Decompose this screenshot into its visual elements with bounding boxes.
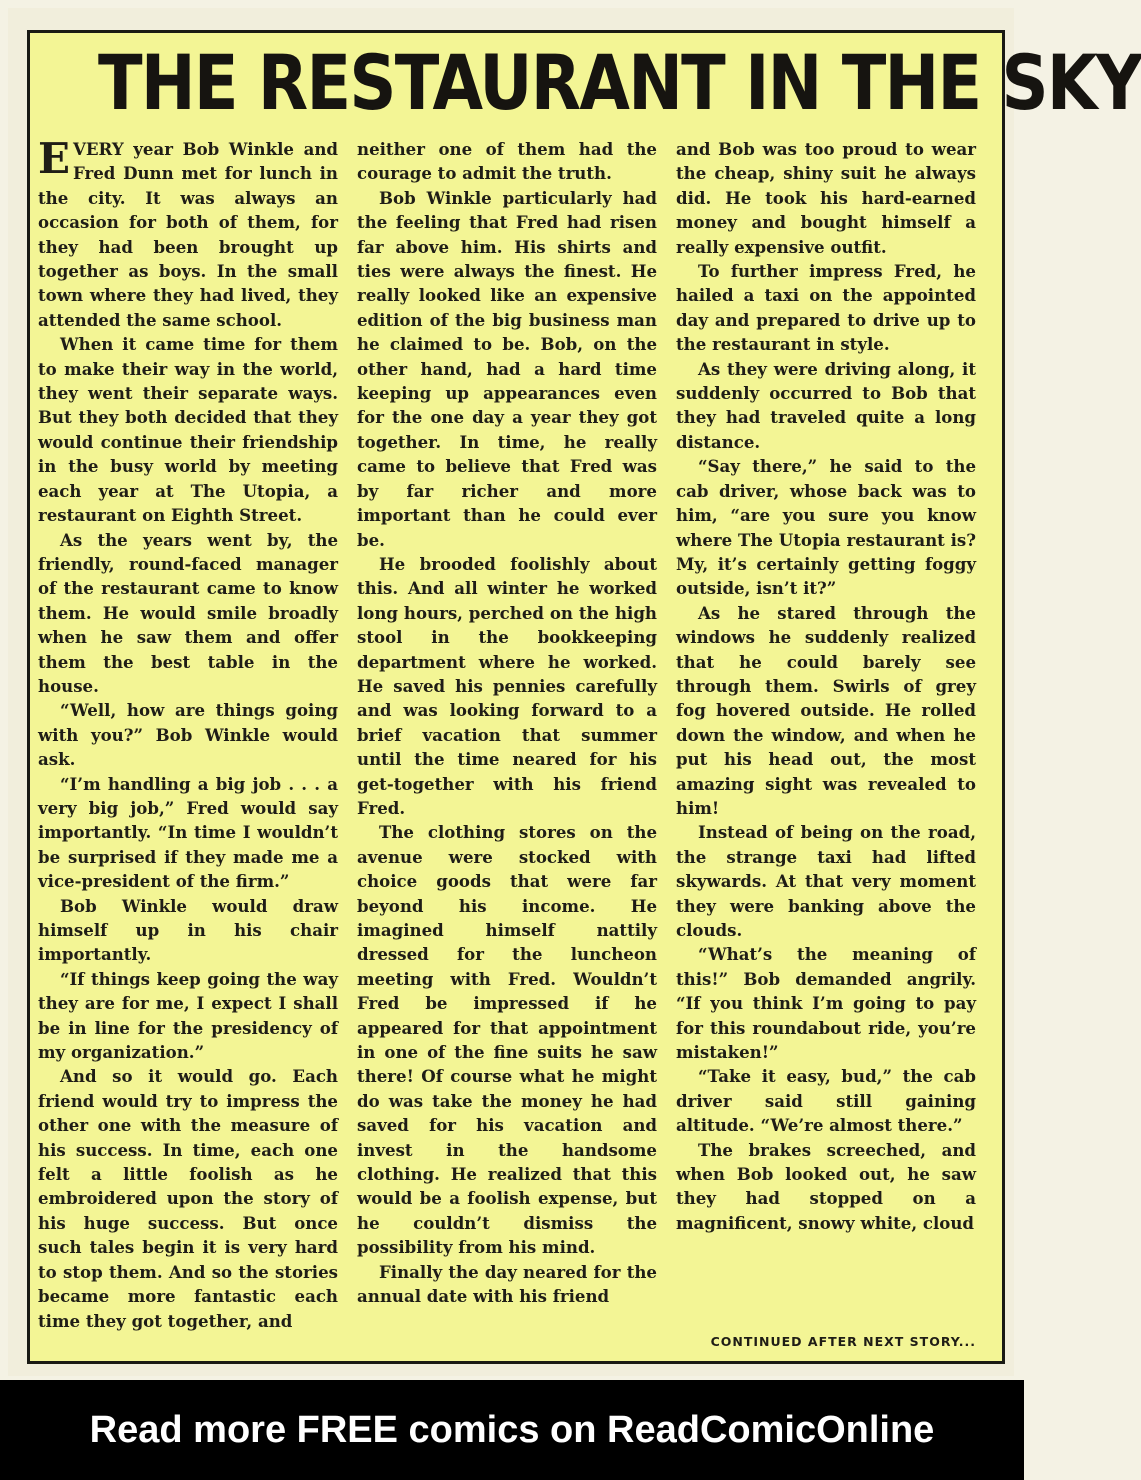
first-paragraph-text: VERY year Bob Winkle and Fred Dunn met for lunch in the city. It was always an occasion for both of them, for they had been brought up together as boys. In the small town where they had lived, they attended the same school. — [38, 139, 338, 330]
text-column-1 — [38, 134, 338, 1333]
story-paragraph: Bob Winkle would draw himself up in his chair importantly. — [38, 895, 338, 965]
continued-notice: CONTINUED AFTER NEXT STORY... — [710, 1334, 976, 1349]
text-column-3 — [676, 137, 976, 1235]
story-paragraph: neither one of them had the courage to admit the truth. — [357, 139, 657, 184]
story-title: THE RESTAURANT IN THE SKY — [98, 38, 1141, 127]
story-paragraph: As the years went by, the friendly, round-faced manager of the restaurant came to know them. He would smile broadly when he saw them and offer them the best table in the house. — [38, 529, 338, 696]
story-paragraph: The brakes screeched, and when Bob looked out, he saw they had stopped on a magnificent, snowy white, cloud — [676, 1139, 976, 1233]
text-column-2 — [357, 137, 657, 1309]
story-paragraph: And so it would go. Each friend would try to impress the other one with the measure of his success. In time, each one felt a little foolish as he embroidered upon the story of his huge success. But once such tales begin it is very hard to stop them. And so the stories became more fantastic each time they got together, and — [38, 1066, 338, 1331]
story-paragraph: and Bob was too proud to wear the cheap, shiny suit he always did. He took his hard-earned money and bought himself a really expensive outfit. — [676, 139, 976, 257]
story-paragraph: To further impress Fred, he hailed a taxi on the appointed day and prepared to drive up to the restaurant in style. — [676, 261, 976, 355]
promo-banner[interactable]: Read more FREE comics on ReadComicOnline — [0, 1380, 1024, 1480]
story-paragraph: “I’m handling a big job . . . a very big job,” Fred would say importantly. “In time I wouldn’t be surprised if they made me a vice-president of the firm.” — [38, 773, 338, 892]
story-paragraph: “Well, how are things going with you?” Bob Winkle would ask. — [38, 700, 338, 770]
story-paragraph: As they were driving along, it suddenly occurred to Bob that they had traveled quite a long distance. — [676, 358, 976, 452]
comic-page — [8, 8, 1141, 1376]
text-story-panel — [27, 30, 1141, 1364]
story-paragraph: Instead of being on the road, the strange taxi had lifted skywards. At that very moment they were banking above the clouds. — [676, 822, 976, 940]
story-paragraph: As he stared through the windows he suddenly realized that he could barely see through them. Swirls of grey fog hovered outside. He rolled down the window, and when he put his head out, the most amazing sight was revealed to him! — [676, 602, 976, 818]
story-paragraph: The clothing stores on the avenue were stocked with choice goods that were far beyond his income. He imagined himself nattily dressed for the luncheon meeting with Fred. Wouldn’t Fred be impressed if he appeared for that appointment in one of the fine suits he saw there! Of course what he might do was take the money he had saved for his vacation and invest in the handsome clothing. He realized that this would be a foolish expense, but he couldn’t dismiss the possibility from his mind. — [357, 822, 657, 1258]
story-paragraph: “Say there,” he said to the cab driver, whose back was to him, “are you sure you know where The Utopia restaurant is? My, it’s certainly getting foggy outside, isn’t it?” — [676, 456, 976, 599]
drop-cap: E — [38, 134, 71, 183]
story-paragraph: “If things keep going the way they are for me, I expect I shall be in line for the presidency of my organization.” — [38, 968, 338, 1063]
story-paragraph: Finally the day neared for the annual date with his friend — [357, 1261, 657, 1307]
story-paragraph: He brooded foolishly about this. And all winter he worked long hours, perched on the high stool in the bookkeeping department where he worked. He saved his pennies carefully and was looking forward to a brief vacation that summer until the time neared for his get-together with his friend Fred. — [357, 553, 657, 818]
story-paragraph: Bob Winkle particularly had the feeling that Fred had risen far above him. His shirts and ties were always the finest. He really looked like an expensive edition of the big business man he claimed to be. Bob, on the other hand, had a hard time keeping up appearances even for the one day a year they got together. In time, he really came to believe that Fred was by far richer and more important than he could ever be. — [357, 187, 657, 550]
story-paragraph: “Take it easy, bud,” the cab driver said still gaining altitude. “We’re almost there.” — [676, 1066, 976, 1136]
story-paragraph — [38, 134, 338, 332]
story-paragraph: “What’s the meaning of this!” Bob demanded angrily. “If you think I’m going to pay for this roundabout ride, you’re mistaken!” — [676, 944, 976, 1063]
story-paragraph: When it came time for them to make their way in the world, they went their separate ways. But they both decided that they would continue their friendship in the busy world by meeting each year at The Utopia, a restaurant on Eighth Street. — [38, 334, 338, 526]
